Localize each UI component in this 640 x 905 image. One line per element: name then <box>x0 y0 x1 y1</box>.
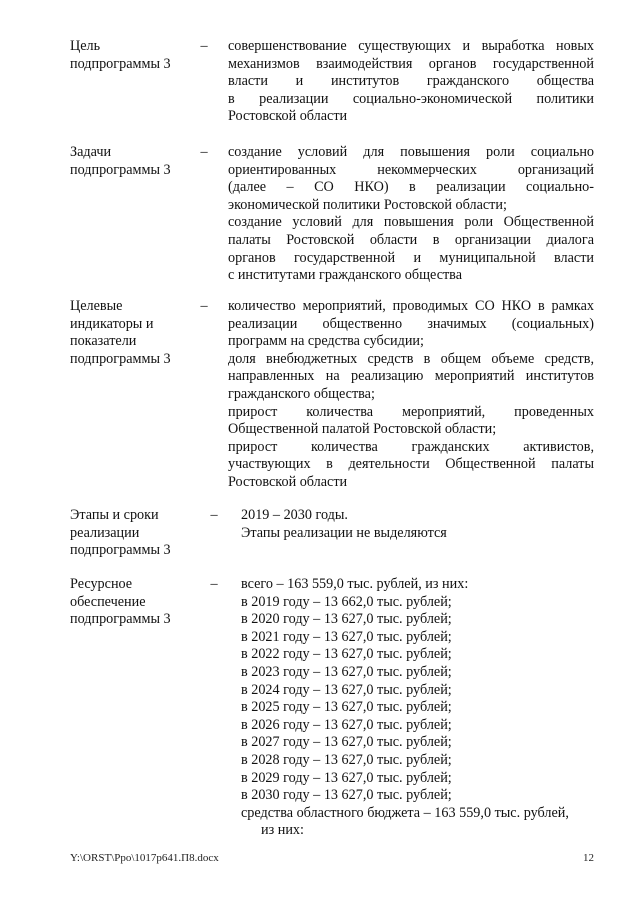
resources-line: в 2019 году – 13 662,0 тыс. рублей; <box>241 593 452 610</box>
tasks-line: ориентированных некоммерческих организаций <box>228 161 594 178</box>
stages-line: 2019 – 2030 годы. <box>241 507 348 523</box>
goal-line: механизмов взаимодействия органов государственной <box>228 55 594 72</box>
goal-line: совершенствование существующих и выработка новых <box>228 38 594 54</box>
resources-line: в 2020 году – 13 627,0 тыс. рублей; <box>241 611 452 628</box>
indicators-line: Общественной палатой Ростовской области; <box>228 421 497 438</box>
resources-line: в 2021 году – 13 627,0 тыс. рублей; <box>241 628 452 645</box>
stages-dash: – <box>210 507 218 523</box>
indicators-dash: – <box>200 298 208 314</box>
goal-line: в реализации социально-экономической политики <box>228 90 594 107</box>
resources-line: в 2029 году – 13 627,0 тыс. рублей; <box>241 769 452 786</box>
resources-line: в 2030 году – 13 627,0 тыс. рублей; <box>241 787 452 804</box>
goal-line: Ростовской области <box>228 108 348 125</box>
resources-line: в 2024 году – 13 627,0 тыс. рублей; <box>241 681 452 698</box>
resources-dash: – <box>210 576 218 592</box>
goal-line: власти и институтов гражданского общества <box>228 73 594 90</box>
tasks-dash: – <box>200 144 208 160</box>
indicators-line: программ на средства субсидии; <box>228 333 424 350</box>
stages-text <box>241 507 594 542</box>
tasks-line: создание условий для повышения роли социально <box>228 144 594 160</box>
indicators-line: реализации общественно значимых (социальных) <box>228 315 594 332</box>
indicators-line: участвующих в деятельности Общественной палаты <box>228 456 594 473</box>
indicators-line: Ростовской области <box>228 473 348 490</box>
resources-line: в 2023 году – 13 627,0 тыс. рублей; <box>241 663 452 680</box>
indicators-line: количество мероприятий, проводимых СО НКО в рамках <box>228 298 594 314</box>
indicators-line: направленных на реализацию мероприятий институтов <box>228 368 594 385</box>
stages-line: Этапы реализации не выделяются <box>241 524 447 541</box>
tasks-text <box>228 144 594 285</box>
goal-text <box>228 38 594 126</box>
indicators-line: прирост количества мероприятий, проведенных <box>228 403 594 420</box>
indicators-line: доля внебюджетных средств в общем объеме средств, <box>228 350 594 367</box>
stages-label: Этапы и сроки реализации подпрограммы 3 <box>70 507 171 559</box>
indicators-line: прирост количества гражданских активистов, <box>228 438 594 455</box>
resources-line: в 2026 году – 13 627,0 тыс. рублей; <box>241 716 452 733</box>
resources-line: из них: <box>261 822 304 839</box>
tasks-line: экономической политики Ростовской области; <box>228 196 507 213</box>
goal-dash: – <box>200 38 208 54</box>
resources-line: в 2028 году – 13 627,0 тыс. рублей; <box>241 751 452 768</box>
footer-file-path: Y:\ORST\Ppo\1017p641.П8.docx <box>70 852 219 864</box>
tasks-line: палаты Ростовской области в организации диалога <box>228 231 594 248</box>
resources-text <box>241 576 594 840</box>
page-number: 12 <box>583 852 594 864</box>
resources-line: всего – 163 559,0 тыс. рублей, из них: <box>241 576 469 592</box>
tasks-line: с институтами гражданского общества <box>228 267 462 284</box>
resources-label: Ресурсное обеспечение подпрограммы 3 <box>70 576 171 628</box>
tasks-line: органов государственной и муниципальной власти <box>228 249 594 266</box>
resources-line: в 2025 году – 13 627,0 тыс. рублей; <box>241 699 452 716</box>
indicators-line: гражданского общества; <box>228 385 375 402</box>
resources-line: в 2027 году – 13 627,0 тыс. рублей; <box>241 734 452 751</box>
tasks-line: (далее – СО НКО) в реализации социально- <box>228 179 594 196</box>
indicators-text <box>228 298 594 492</box>
goal-label: Цель подпрограммы 3 <box>70 38 171 72</box>
resources-line: средства областного бюджета – 163 559,0 тыс. рублей, <box>241 804 569 821</box>
tasks-label: Задачи подпрограммы 3 <box>70 144 171 178</box>
resources-line: в 2022 году – 13 627,0 тыс. рублей; <box>241 646 452 663</box>
indicators-label: Целевые индикаторы и показатели подпрограммы 3 <box>70 298 171 367</box>
tasks-line: создание условий для повышения роли Общественной <box>228 214 594 231</box>
